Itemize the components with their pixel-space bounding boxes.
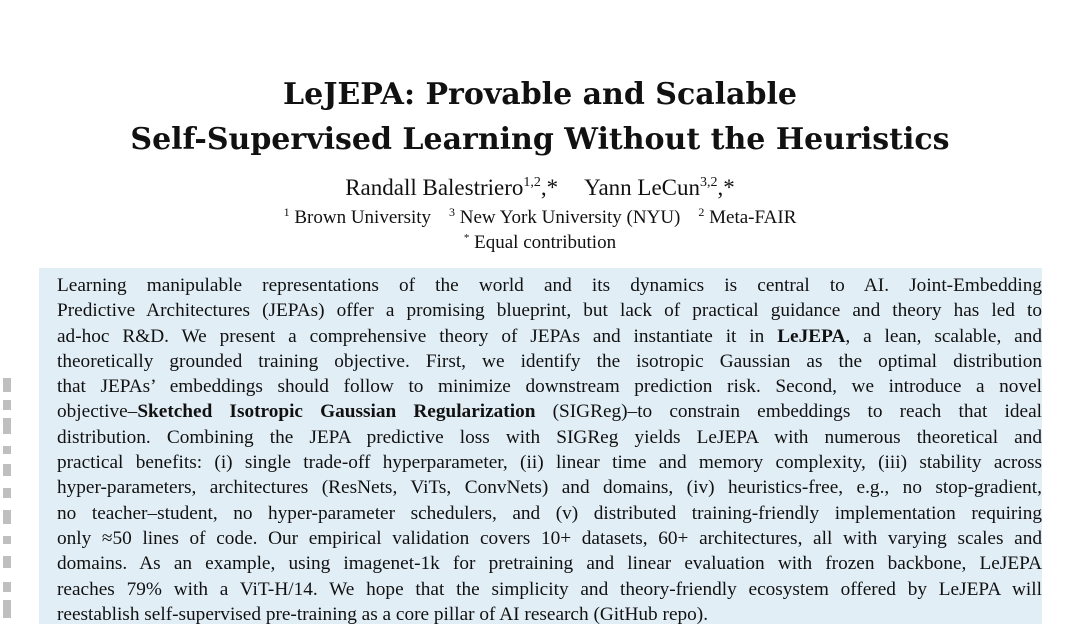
affiliation-number: 1 — [283, 205, 290, 219]
equal-contribution-note — [0, 230, 1080, 256]
equal-contribution-mark: * — [463, 232, 470, 244]
affiliation-number: 2 — [698, 205, 705, 219]
affiliation-name: New York University (NYU) — [459, 207, 681, 228]
abstract-line: domains. As an example, using imagenet-1k for pretraining and linear evaluation with frozen backbone, LeJEPA — [57, 553, 1042, 575]
abstract-text-segment: objective– — [57, 401, 138, 423]
author-equal-mark: ,* — [717, 175, 735, 200]
abstract-text — [57, 273, 1042, 624]
author-list — [0, 173, 1080, 203]
arxiv-side-stamp — [0, 360, 16, 624]
abstract-line: theoretically grounded training objective. First, we identify the isotropic Gaussian as the optimal distribution — [57, 350, 1042, 372]
abstract-line: no teacher–student, no hyper-parameter schedulers, and (v) distributed training-friendly implementation requiring — [57, 502, 1042, 524]
abstract-line: distribution. Combining the JEPA predictive loss with SIGReg yields LeJEPA with numerous theoretical and — [57, 426, 1042, 448]
abstract-text-segment: , a lean, scalable, and — [845, 325, 1042, 347]
abstract-line: only ≈50 lines of code. Our empirical validation covers 10+ datasets, 60+ architectures, all with varying scales and — [57, 527, 1042, 549]
abstract-line: reaches 79% with a ViT-H/14. We hope that the simplicity and theory-friendly ecosystem offered by LeJEPA will — [57, 578, 1042, 600]
abstract-line — [57, 399, 1042, 424]
abstract-line: Predictive Architectures (JEPAs) offer a promising blueprint, but lack of practical guidance and theory has led to — [57, 300, 1042, 322]
abstract-line: reestablish self-supervised pre-training as a core pillar of AI research (GitHub repo). — [57, 603, 709, 624]
abstract-line: hyper-parameters, architectures (ResNets, ViTs, ConvNets) and domains, (iv) heuristics-free, e.g., no stop-gradient, — [57, 477, 1042, 499]
paper-title-line-1: LeJEPA: Provable and Scalable — [283, 77, 797, 112]
author-name: Yann LeCun — [584, 175, 701, 200]
abstract-line — [57, 324, 1042, 349]
author-affiliation-superscript: 1,2 — [523, 175, 541, 190]
abstract-bold-term: LeJEPA — [777, 325, 846, 347]
paper-title-line-2: Self-Supervised Learning Without the Heuristics — [130, 122, 950, 157]
author-affiliation-superscript: 3,2 — [700, 175, 718, 190]
affiliation-list — [0, 205, 1080, 231]
abstract-bold-term: Sketched Isotropic Gaussian Regularization — [137, 401, 536, 423]
abstract-text-segment: ad-hoc R&D. We present a comprehensive theory of JEPAs and instantiate it in — [57, 325, 778, 347]
affiliation-name: Brown University — [294, 207, 432, 228]
author-equal-mark: ,* — [540, 175, 559, 200]
equal-contribution-text: Equal contribution — [474, 232, 617, 253]
affiliation-number: 3 — [449, 205, 456, 219]
abstract-line: that JEPAs’ embeddings should follow to minimize downstream prediction risk. Second, we introduce a novel — [57, 376, 1042, 398]
affiliation-name: Meta-FAIR — [709, 207, 797, 228]
abstract-line: practical benefits: (i) single trade-off hyperparameter, (ii) linear time and memory complexity, (iii) stability across — [57, 452, 1042, 474]
author-name: Randall Balestriero — [345, 175, 524, 200]
abstract-text-segment: (SIGReg)–to constrain embeddings to reach that ideal — [535, 401, 1042, 423]
abstract-line: Learning manipulable representations of the world and its dynamics is central to AI. Joint-Embedding — [57, 275, 1042, 296]
